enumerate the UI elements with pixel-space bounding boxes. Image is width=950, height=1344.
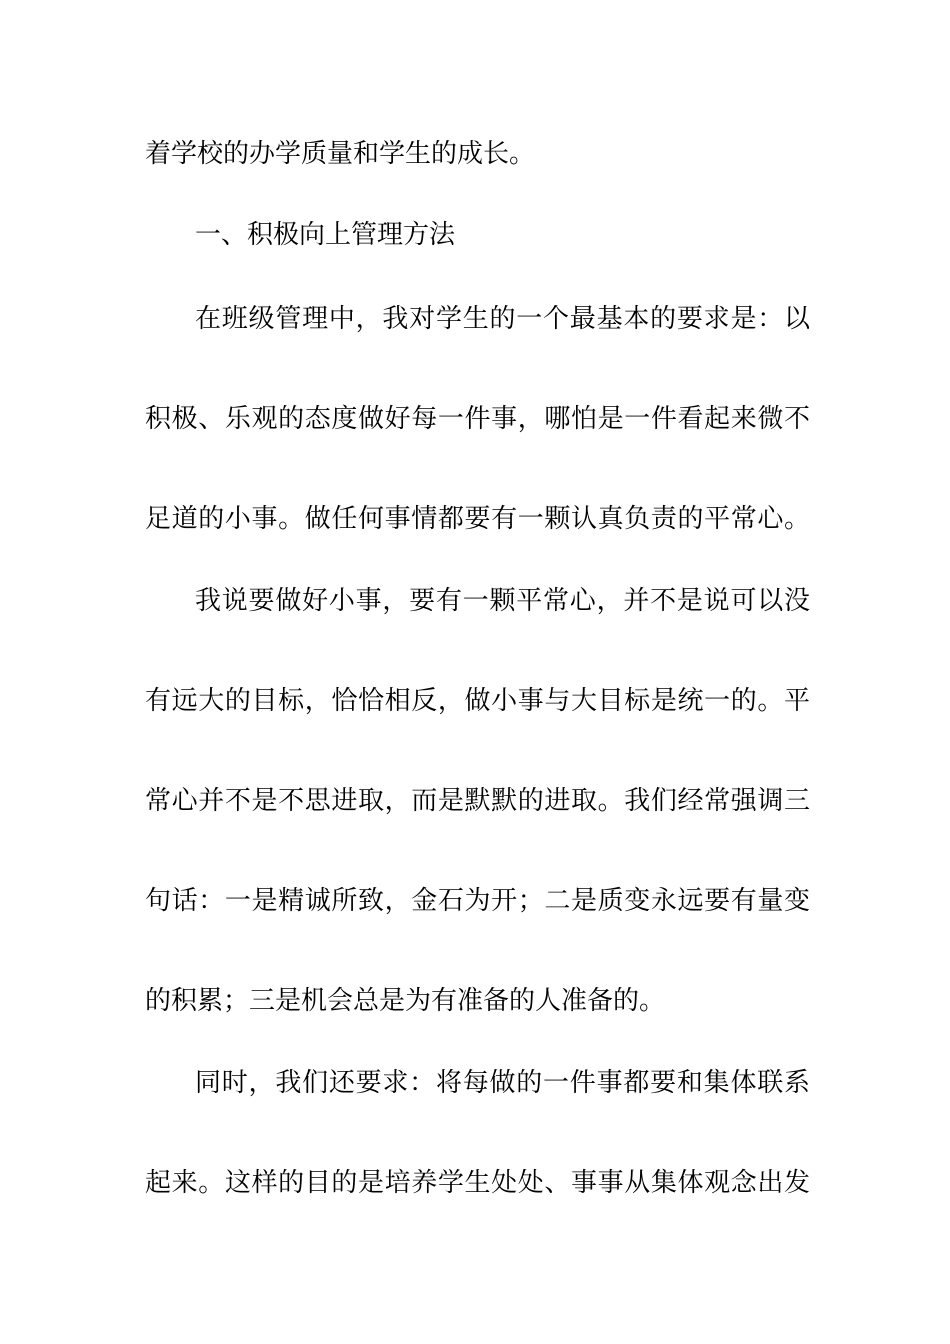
paragraph-line: 足道的小事。做任何事情都要有一颗认真负责的平常心。 (145, 504, 810, 534)
paragraph-line: 在班级管理中，我对学生的一个最基本的要求是：以 (195, 304, 810, 334)
paragraph-line: 有远大的目标，恰恰相反，做小事与大目标是统一的。平 (145, 686, 810, 716)
paragraph-line: 起来。这样的目的是培养学生处处、事事从集体观念出发 (145, 1168, 810, 1198)
paragraph-line: 我说要做好小事，要有一颗平常心，并不是说可以没 (195, 586, 810, 616)
section-heading: 一、积极向上管理方法 (195, 220, 456, 250)
paragraph-line: 句话：一是精诚所致，金石为开；二是质变永远要有量变 (145, 886, 810, 916)
paragraph-line: 积极、乐观的态度做好每一件事，哪怕是一件看起来微不 (145, 404, 810, 434)
paragraph-line: 着学校的办学质量和学生的成长。 (145, 139, 536, 169)
paragraph-line: 常心并不是不思进取，而是默默的进取。我们经常强调三 (145, 786, 810, 816)
paragraph-line: 的积累；三是机会总是为有准备的人准备的。 (145, 986, 666, 1016)
paragraph-line: 同时，我们还要求：将每做的一件事都要和集体联系 (195, 1068, 810, 1098)
